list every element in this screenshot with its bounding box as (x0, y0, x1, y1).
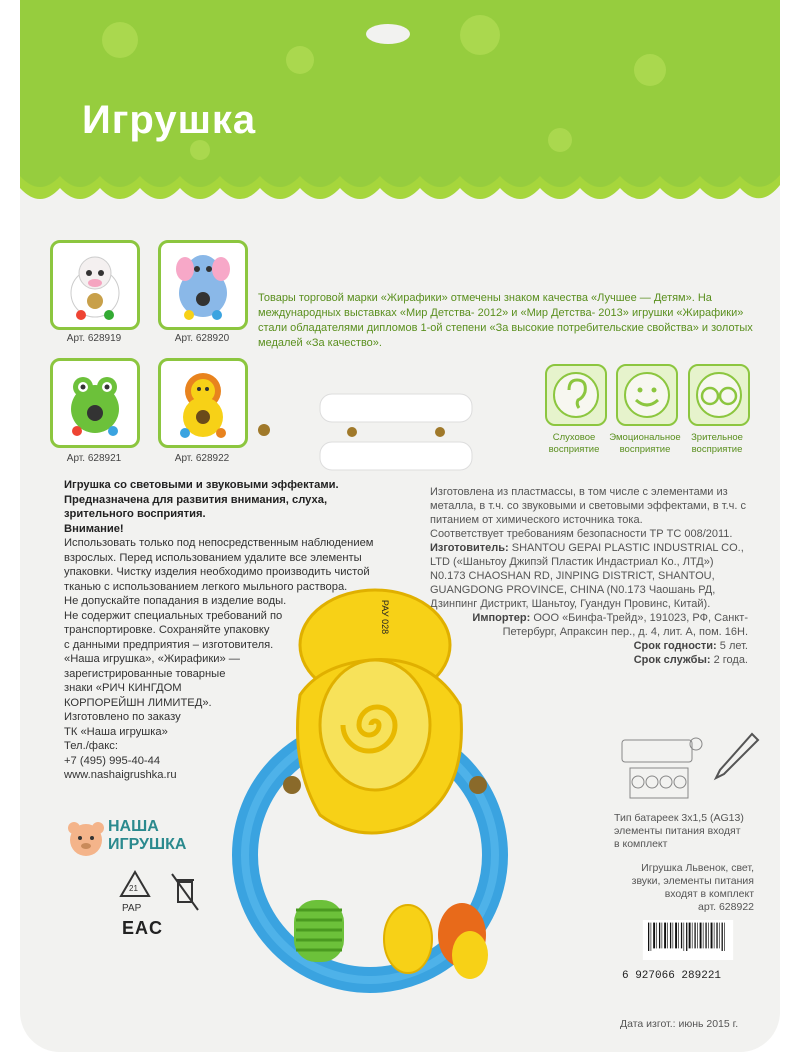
importer-label: Импортер: (472, 612, 531, 624)
line-16: +7 (495) 995-40-44 (64, 754, 161, 767)
line-1: Использовать только под непосредственным наблюдением (64, 537, 374, 549)
toy-label: РАУ 028 (380, 599, 391, 635)
recycle-code: PAP (122, 903, 142, 914)
line-14: ТК «Наша игрушка» (64, 725, 168, 738)
manufacturer-text: SHANTOU GEPAI PLASTIC INDUSTRIAL CO., LTD («Шаньтоу Джипэй Пластик Индастриал Ко., ЛТД») N0.173 CHAOSHAN RD, JINPING DISTRICT, SHANTOU, GUANGDONG PROVINCE, CHINA (N0.173 Чаошань РД, Дзинпинг Дистрикт, Шаньтоу, Гуандун Провинс, Китай). (430, 542, 744, 610)
thumbnail-art-1: Арт. 628919 (66, 333, 122, 344)
barcode-digits: 6 927066 289221 (622, 970, 722, 982)
ear-icon (545, 364, 607, 426)
thumbnail-cow (50, 240, 140, 330)
line-11: знаки «РИЧ КИНГДОМ (64, 682, 182, 694)
shelf-text: 5 лет. (719, 640, 748, 652)
manufacturer-label: Изготовитель: (430, 542, 509, 554)
plastic-clip (316, 390, 476, 480)
line-9: «Наша игрушка», «Жирафики» — (64, 653, 240, 665)
battery-info: Тип батареек 3х1,5 (AG13) элементы питания входят в комплект (614, 812, 744, 850)
glasses-icon (688, 364, 750, 426)
barcode (618, 920, 758, 960)
line-4: тканью с использованием легкого мыльного раствора. (64, 580, 348, 593)
line-8: с данными предприятия – изготовителя. (64, 638, 274, 651)
quality-text: Товары торговой марки «Жирафики» отмечены знаком качества «Лучшее — Детям». На международных выставках «Мир Детства- 2012» и «Мир Детства- 2013» игрушки «Жирафики» стали обладателями дипломов 1-ой степени «За высокие потребительские свойства» и золотых медалей «За качество». (258, 292, 753, 349)
standard-text: Соответствует требованиям безопасности ТР ТС 008/2011. (430, 528, 733, 540)
brand-logo: НАША ИГРУШКА (108, 818, 187, 853)
importer-text: ООО «Бинфа-Трейд», 191023, РФ, Санкт-Петербург, Апраксин пер., д. 4, лит. А, пом. 16Н. (502, 612, 748, 638)
trash-bin-icon (170, 872, 200, 912)
shelf-label: Срок годности: (633, 640, 717, 652)
hang-hole (366, 24, 410, 44)
battery-illustration (612, 726, 768, 812)
page-title: Игрушка (82, 98, 257, 142)
thumbnail-art-2: Арт. 628920 (174, 333, 230, 344)
dot-marker (258, 424, 270, 436)
intro-text: Игрушка со световыми и звуковыми эффектами. Предназначена для развития внимания, слуха, зрительного восприятия. (64, 479, 339, 520)
line-10: зарегистрированные товарные (64, 667, 226, 680)
line-2: взрослых. Перед использованием удалите все элементы (64, 551, 362, 564)
line-6: Не содержит специальных требований по (64, 609, 283, 622)
thumbnail-frog (50, 358, 140, 448)
icon-label-vision: Зрительное восприятие (691, 432, 743, 455)
thumbnail-lion (158, 358, 248, 448)
thumbnail-elephant (158, 240, 248, 330)
warning-label: Внимание! (64, 522, 124, 535)
thumbnail-art-4: Арт. 628922 (174, 453, 230, 464)
material-text: Изготовлена из пластмассы, в том числе с элементами из металла, в т.ч. со звуковыми и световыми эффектами, в т.ч. с питанием от химического источника тока. (430, 486, 746, 526)
line-15: Тел./факс: (64, 740, 118, 752)
line-17: www.nashaigrushka.ru (64, 769, 177, 781)
lion-rattle-toy (210, 585, 550, 1025)
smile-icon (616, 364, 678, 426)
service-label: Срок службы: (633, 654, 711, 666)
line-7: транспортировке. Сохраняйте упаковку (64, 624, 270, 636)
service-text: 2 года. (713, 654, 748, 666)
line-13: Изготовлено по заказу (64, 711, 181, 723)
thumbnail-art-3: Арт. 628921 (66, 453, 122, 464)
line-3: упаковки. Чистку изделия необходимо производить чистой (64, 566, 370, 578)
line-12: КОРПОРЕЙШН ЛИМИТЕД». (64, 696, 212, 709)
icon-label-hearing: Слуховое восприятие (548, 432, 600, 455)
manufacture-date: Дата изгот.: июнь 2015 г. (620, 1018, 739, 1030)
bear-logo-icon (64, 816, 108, 860)
line-5: Не допускайте попадания в изделие воды. (64, 595, 287, 607)
eac-mark: EAC (122, 918, 164, 938)
icon-label-emotion: Эмоциональное восприятие (609, 432, 681, 455)
product-info: Игрушка Львенок, свет, звуки, элементы питания входят в комплект арт. 628922 (631, 862, 754, 913)
recycle-number: 21 (129, 884, 138, 893)
